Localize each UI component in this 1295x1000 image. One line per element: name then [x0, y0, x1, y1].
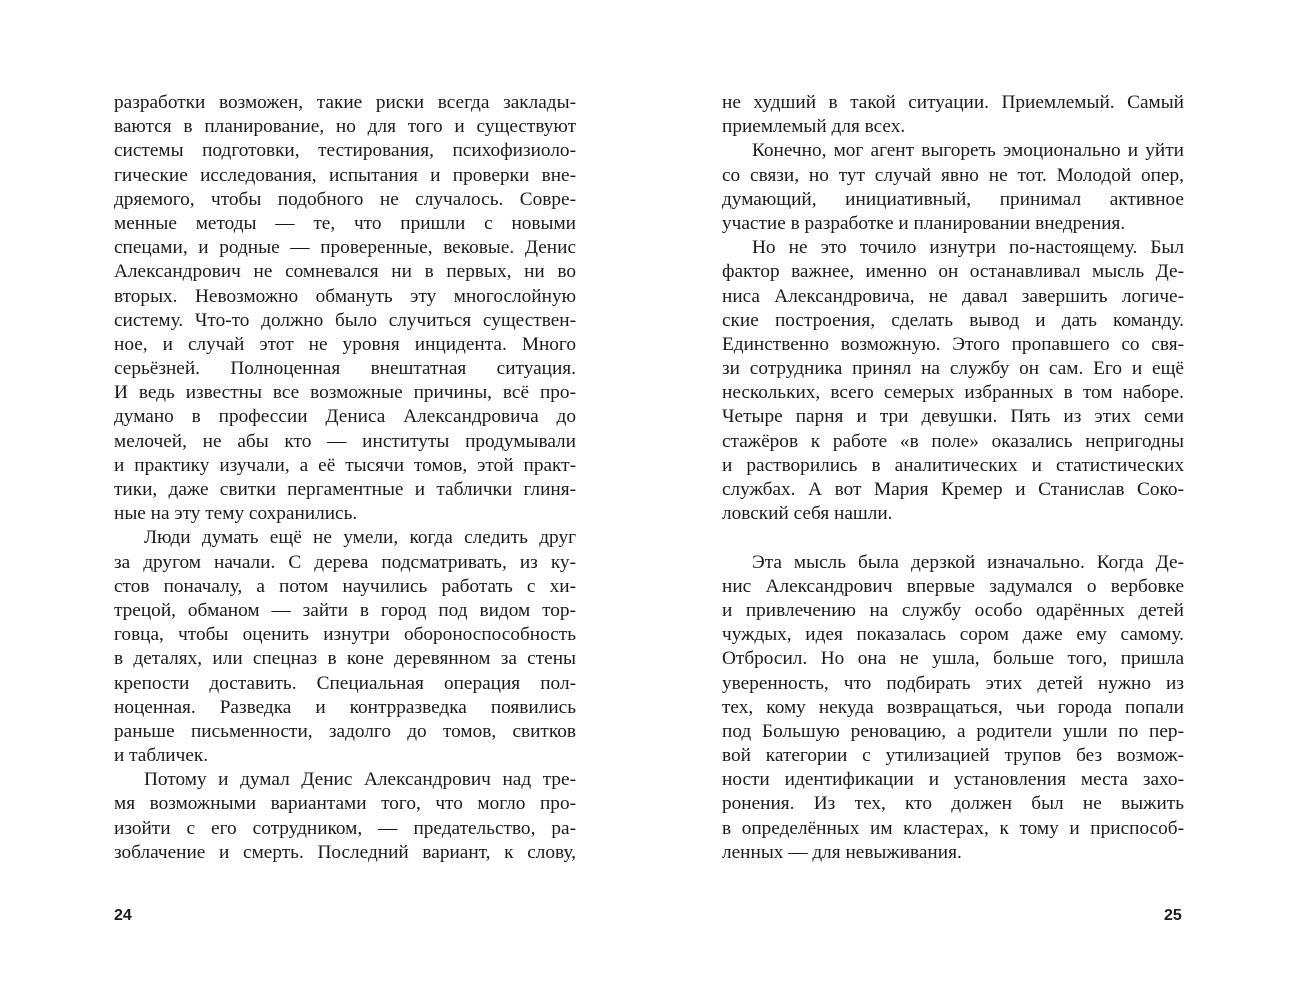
text-line: Четыре парня и три девушки. Пять из этих семи — [722, 406, 1184, 428]
blank-line — [722, 526, 1184, 550]
text-line: в определённых им кластерах, к тому и приспособ- — [722, 817, 1184, 839]
text-line: Но не это точило изнутри по-настоящему. Был — [752, 237, 1184, 259]
text-line: ное, и случай этот не уровня инцидента. Много — [114, 333, 576, 355]
text-line: раньше письменности, задолго до томов, свитков — [114, 720, 576, 742]
text-line: стов поначалу, а потом научились работать с хи- — [114, 575, 576, 597]
text-line: систему. Что-то должно было случиться существен- — [114, 309, 576, 331]
text-line: приемлемый для всех. — [722, 116, 906, 138]
text-line: ноценная. Разведка и контрразведка появились — [114, 696, 576, 718]
text-line: Потому и думал Денис Александрович над тре- — [144, 769, 576, 791]
page-number-right: 25 — [1164, 907, 1182, 924]
text-line: чуждых, идея показалась сором даже ему самому. — [722, 624, 1184, 646]
text-line: ности идентификации и установления места захо- — [722, 769, 1184, 791]
text-line: Александрович не сомневался ни в первых, ни во — [114, 261, 576, 283]
text-line: службах. А вот Мария Кремер и Станислав Соко- — [722, 479, 1184, 500]
text-line: и практику изучали, а её тысячи томов, этой практ- — [114, 454, 576, 476]
text-line: ниса Александровича, не давал завершить логиче- — [722, 285, 1184, 307]
text-line: думающий, инициативный, принимал активное — [722, 188, 1184, 210]
text-line: Эта мысль была дерзкой изначально. Когда Де- — [752, 551, 1184, 573]
text-line: ские построения, сделать вывод и дать команду. — [722, 309, 1184, 331]
text-line: участие в разработке и планировании внедрения. — [722, 212, 1126, 234]
text-line: гические исследования, испытания и проверки вне- — [114, 164, 576, 186]
text-line: ваются в планирование, но для того и существуют — [114, 116, 576, 138]
text-line: ные на эту тему сохранились. — [114, 503, 358, 525]
text-line: в деталях, или спецназ в коне деревянном за стены — [114, 648, 576, 670]
text-line: И ведь известны все возможные причины, всё про- — [114, 382, 576, 404]
text-line: думано в профессии Дениса Александровича до — [114, 406, 576, 428]
text-line: не худший в такой ситуации. Приемлемый. Самый — [722, 92, 1184, 113]
left-page-text — [114, 91, 576, 865]
text-line: стажёров к работе «в поле» оказались непригодны — [722, 430, 1184, 452]
text-line: фактор важнее, именно он останавливал мысль Де- — [722, 261, 1184, 283]
text-line: вой категории с утилизацией трупов без возмож- — [722, 745, 1184, 767]
text-line: нис Александрович впервые задумался о вербовке — [722, 575, 1184, 597]
text-line: Конечно, мог агент выгореть эмоционально и уйти — [752, 140, 1184, 162]
text-line: мя возможными вариантами того, что могло про- — [114, 793, 576, 815]
text-line: и привлечению на службу особо одарённых детей — [722, 599, 1184, 621]
text-line: вторых. Невозможно обмануть эту многослойную — [114, 285, 576, 307]
text-line: со связи, но тут случай явно не тот. Молодой опер, — [722, 164, 1184, 186]
text-line: дряемого, чтобы подобного не случалось. Совре- — [114, 188, 576, 210]
text-line: за другом начали. С дерева подсматривать, из ку- — [114, 551, 576, 573]
text-line: ловский себя нашли. — [722, 503, 893, 525]
text-line: уверенность, что подбирать этих детей нужно из — [722, 672, 1184, 694]
text-line: под Большую реновацию, а родители ушли по пер- — [722, 720, 1184, 742]
text-line: говца, чтобы оценить изнутри обороноспособность — [114, 624, 576, 646]
text-line: зоблачение и смерть. Последний вариант, к слову, — [114, 841, 576, 863]
text-line: нескольких, всего семерых избранных в том наборе. — [722, 382, 1184, 404]
text-line: менные методы — те, что пришли с новыми — [114, 212, 576, 234]
text-line: мелочей, не абы кто — институты продумывали — [114, 430, 576, 452]
text-line: системы подготовки, тестирования, психофизиоло- — [114, 140, 576, 162]
text-line: тики, даже свитки пергаментные и таблички глиня- — [114, 479, 576, 500]
text-line: и растворились в аналитических и статистических — [722, 454, 1184, 476]
text-line: ленных — для невыживания. — [722, 841, 962, 863]
text-line: Единственно возможную. Этого пропавшего со свя- — [722, 333, 1184, 355]
text-line: спецами, и родные — проверенные, вековые. Денис — [114, 237, 576, 259]
text-line: трецой, обманом — зайти в город под видом тор- — [114, 599, 576, 621]
text-line: ронения. Из тех, кто должен был не выжить — [722, 793, 1184, 815]
text-line: серьёзней. Полноценная внештатная ситуация. — [114, 358, 576, 380]
text-line: и табличек. — [114, 745, 209, 767]
page-number-left: 24 — [114, 907, 132, 924]
text-line: изойти с его сотрудником, — предательство, ра- — [114, 817, 576, 839]
text-line: Люди думать ещё не умели, когда следить друг — [144, 527, 576, 549]
text-line: зи сотрудника принял на службу он сам. Его и ещё — [722, 358, 1184, 380]
text-line: крепости доставить. Специальная операция пол- — [114, 672, 576, 694]
text-line: Отбросил. Но она не ушла, больше того, пришла — [722, 648, 1184, 670]
right-page-text — [722, 91, 1184, 865]
text-line: разработки возможен, такие риски всегда заклады- — [114, 92, 576, 113]
text-line: тех, кому некуда возвращаться, чьи города попали — [722, 696, 1184, 718]
